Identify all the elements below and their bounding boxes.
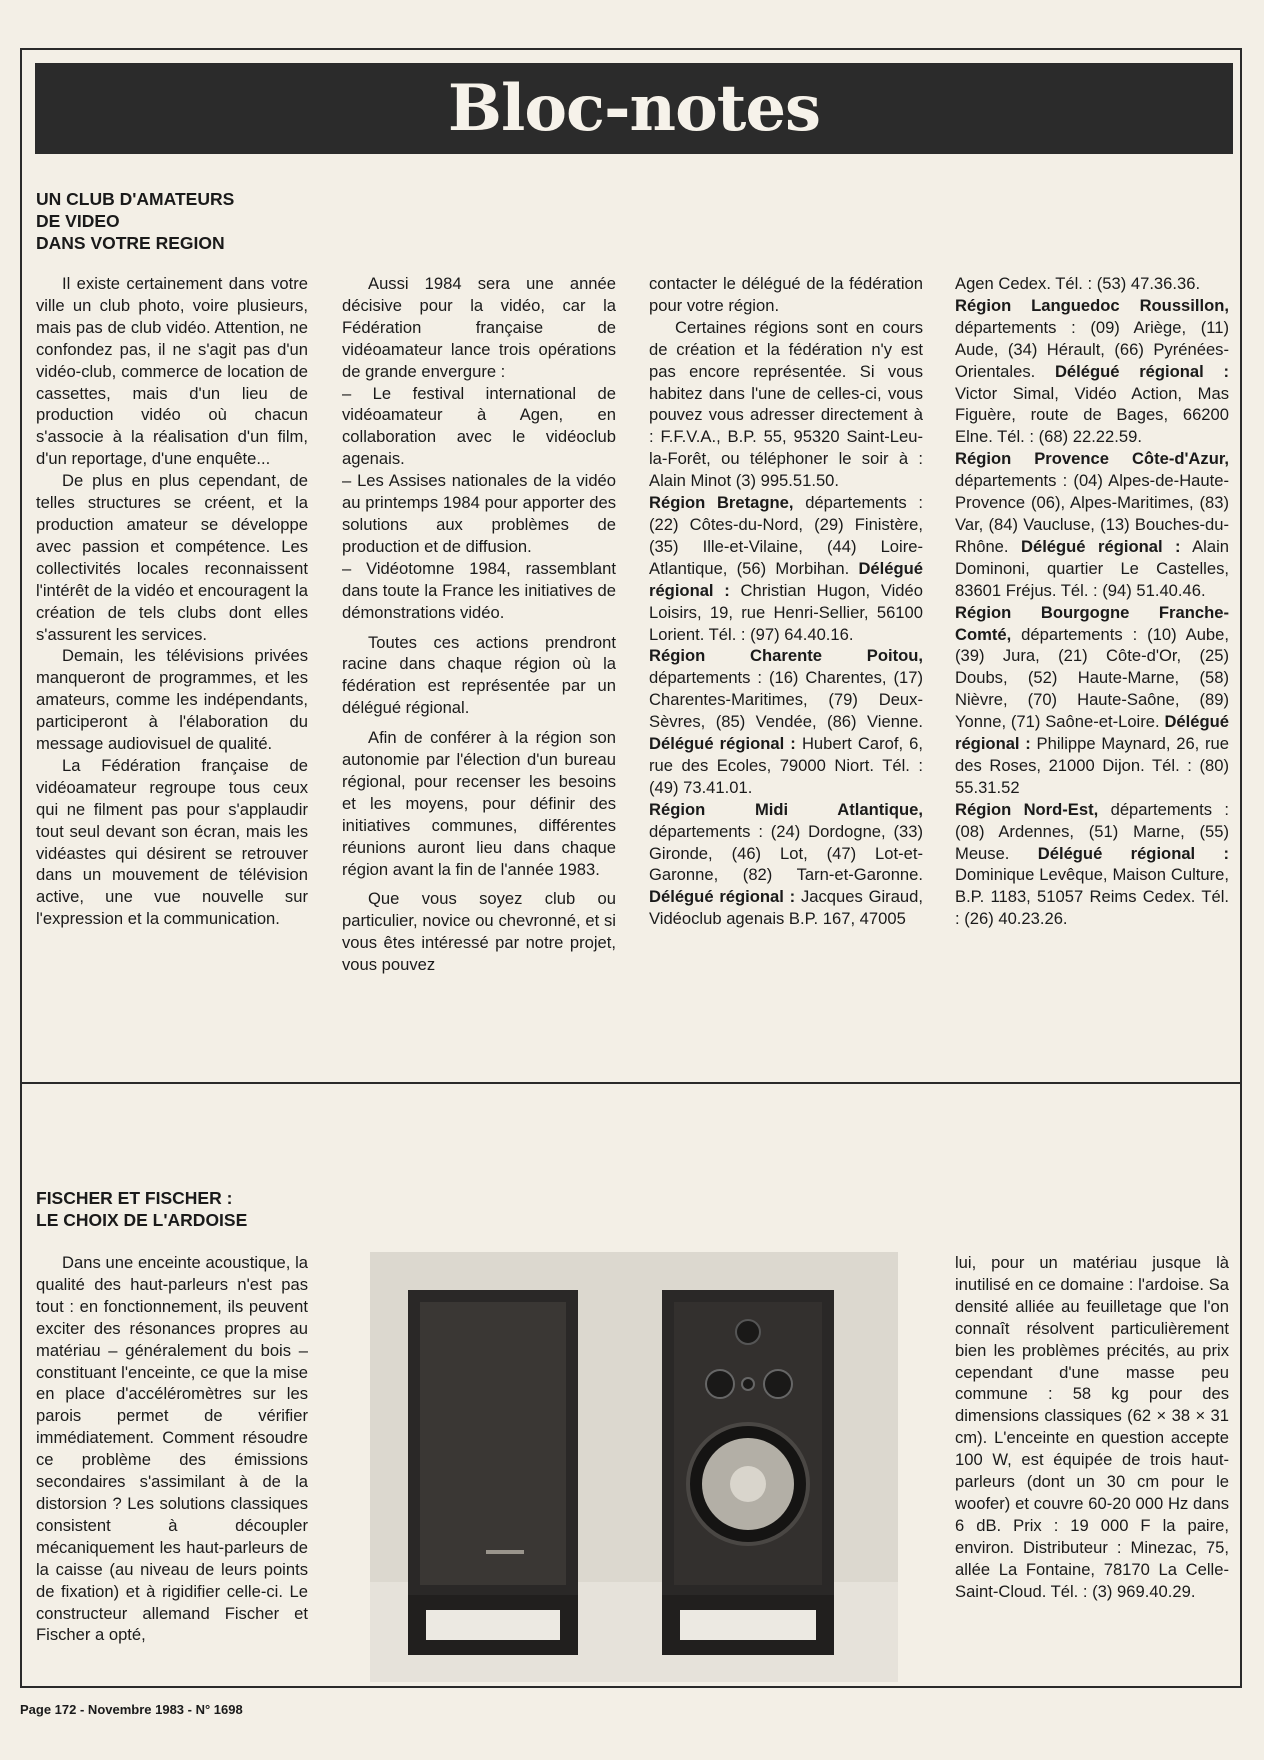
speakers-illustration — [370, 1252, 898, 1682]
speaker-right — [662, 1290, 834, 1655]
article1-column-4: Agen Cedex. Tél. : (53) 47.36.36. Région Languedoc Roussillon, départements : (09) Ariège, (11) Aude, (34) Hérault, (66) Pyrénées-Orientales. Délégué régional : Victor Simal, Vidéo Action, Mas Figuère, route de Bages, 66200 Elne. Tél. : (68) 22.22.59. Région Provence Côte-d'Azur, départements : (04) Alpes-de-Haute-Provence (06), Alpes-Maritimes, (83) Var, (84) Vaucluse, (13) Bouches-du-Rhône. Délégué régional : Alain Dominoni, quartier Le Castelles, 83601 Fréjus. Tél. : (94) 51.40.46. Région Bourgogne Franche-Comté, départements : (10) Aube, (39) Jura, (21) Côte-d'Or, (25) Doubs, (52) Haute-Marne, (58) Nièvre, (70) Haute-Saône, (89) Yonne, (71) Saône-et-Loire. Délégué régional : Philippe Maynard, 26, rue des Roses, 21000 Dijon. Tél. : (80) 55.31.52 Région Nord-Est, départements : (08) Ardennes, (51) Marne, (55) Meuse. Délégué régional : Dominique Levêque, Maison Culture, B.P. 1183, 51057 Reims Cedex. Tél. : (26) 40.23.26. — [955, 274, 1230, 929]
region-entry: Région Midi Atlantique, départements : (24) Dordogne, (33) Gironde, (46) Lot, (47) Lot-et-Garonne, (82) Tarn-et-Garonne. Délégué régional : Jacques Giraud, Vidéoclub agenais B.P. 167, 47005 — [649, 799, 923, 929]
section-banner — [35, 63, 1233, 154]
region-entry: Région Languedoc Roussillon, départements : (09) Ariège, (11) Aude, (34) Hérault, (66) Pyrénées-Orientales. Délégué régional : Victor Simal, Vidéo Action, Mas Figuère, route de Bages, 66200 Elne. Tél. : (68) 22.22.59. — [955, 295, 1229, 447]
region-entry: Région Bretagne, départements : (22) Côtes-du-Nord, (29) Finistère, (35) Ille-et-Vilaine, (44) Loire-Atlantique, (56) Morbihan. Délégué régional : Christian Hugon, Vidéo Loisirs, 19, rue Henri-Sellier, 56100 Lorient. Tél. : (97) 64.40.16. — [649, 493, 923, 644]
article2-column-1: Dans une enceinte acoustique, la qualité des haut-parleurs n'est pas tout : en fonctionnement, ils peuvent exciter des résonances propres au matériau – généralement du bois – constituant l'enceinte, ce que la mise en place d'accéléromètres sur les parois permet de vérifier immédiatement. Comment résoudre ce problème des émissions secondaires s'assimilant à de la distorsion ? Les solutions classiques consistent à découpler mécaniquement les haut-parleurs de la caisse (au niveau de leurs points de fixation) et à rigidifier celle-ci. Le constructeur allemand Fischer et Fischer a opté, — [36, 1253, 308, 1645]
section-divider — [20, 1082, 1242, 1084]
speakers-photo — [370, 1252, 898, 1682]
article1-column-2: Aussi 1984 sera une année décisive pour la vidéo, car la Fédération française de vidéoamateur lance trois opérations de grande envergure : – Le festival international de vidéoamateur à Agen, en collaboration avec le vidéoclub agenais. – Les Assises nationales de la vidéo au printemps 1984 pour apporter des solutions aux problèmes de production et de diffusion. – Vidéotomne 1984, rassemblant dans toute la France les initiatives de démonstrations vidéo. Toutes ces actions prendront racine dans chaque région où la fédération est représentée par un délégué régional. Afin de conférer à la région son autonomie par l'élection d'un bureau régional, pour recenser les besoins et les moyens, pour définir des initiatives communes, différentes réunions auront lieu dans chaque région avant la fin de l'année 1983. Que vous soyez club ou particulier, novice ou chevronné, et si vous êtes intéressé par notre projet, vous pouvez — [342, 274, 616, 975]
article2-column-2: lui, pour un matériau jusque là inutilisé en ce domaine : l'ardoise. Sa densité alliée au feuilletage que l'on connaît résolvent particulièrement bien les problèmes précités, au prix cependant d'une masse peu commune : 58 kg pour des dimensions classiques (62 × 38 × 31 cm). L'enceinte en question accepte 100 W, est équipée de trois haut-parleurs (dont un 30 cm pour le woofer) et couvre 60-20 000 Hz dans 6 dB. Prix : 19 000 F la paire, environ. Distributeur : Minezac, 75, allée La Fontaine, 78170 La Celle-Saint-Cloud. Tél. : (3) 969.40.29. — [955, 1253, 1229, 1601]
region-entry: Région Bourgogne Franche-Comté, départements : (10) Aube, (39) Jura, (21) Côte-d'Or, (25) Doubs, (52) Haute-Marne, (58) Nièvre, (70) Haute-Saône, (89) Yonne, (71) Saône-et-Loire. Délégué régional : Philippe Maynard, 26, rue des Roses, 21000 Dijon. Tél. : (80) 55.31.52 — [955, 602, 1229, 797]
speaker-left — [408, 1290, 578, 1655]
page-footer: Page 172 - Novembre 1983 - N° 1698 — [20, 1702, 243, 1717]
article1-column-3: contacter le délégué de la fédération pour votre région. Certaines régions sont en cours de création et la fédération n'y est pas encore représentée. Si vous habitez dans l'une de celles-ci, vous pouvez vous adresser directement à : F.F.V.A., B.P. 55, 95320 Saint-Leu-la-Forêt, ou téléphoner le soir à : Alain Minot (3) 995.51.50. Région Bretagne, départements : (22) Côtes-du-Nord, (29) Finistère, (35) Ille-et-Vilaine, (44) Loire-Atlantique, (56) Morbihan. Délégué régional : Christian Hugon, Vidéo Loisirs, 19, rue Henri-Sellier, 56100 Lorient. Tél. : (97) 64.40.16. Région Charente Poitou, départements : (16) Charentes, (17) Charentes-Maritimes, (79) Deux-Sèvres, (85) Vendée, (86) Vienne. Délégué régional : Hubert Carof, 6, rue des Ecoles, 79000 Niort. Tél. : (49) 73.41.01. Région Midi Atlantique, départements : (24) Dordogne, (33) Gironde, (46) Lot, (47) Lot-et-Garonne, (82) Tarn-et-Garonne. Délégué régional : Jacques Giraud, Vidéoclub agenais B.P. 167, 47005 — [649, 274, 923, 929]
banner-title: Bloc-notes — [447, 71, 821, 146]
region-entry: Région Provence Côte-d'Azur, départements : (04) Alpes-de-Haute-Provence (06), Alpes-Maritimes, (83) Var, (84) Vaucluse, (13) Bouches-du-Rhône. Délégué régional : Alain Dominoni, quartier Le Castelles, 83601 Fréjus. Tél. : (94) 51.40.46. — [955, 449, 1229, 600]
article2-heading: FISCHER ET FISCHER : LE CHOIX DE L'ARDOISE — [36, 1188, 248, 1230]
article1-column-1: Il existe certainement dans votre ville un club photo, voire plusieurs, mais pas de club vidéo. Attention, ne confondez pas, il ne s'agit pas d'un vidéo-club, commerce de location de cassettes, mais d'un lieu de production vidéo où chacun s'associe à la réalisation d'un film, d'un reportage, d'une enquête... De plus en plus cependant, de telles structures se créent, et la production amateur se développe avec passion et compétence. Les collectivités locales reconnaissent l'intérêt de la vidéo et encouragent la création de tels clubs dont elles s'assurent les services. Demain, les télévisions privées manqueront de programmes, et les amateurs, comme les indépendants, participeront à l'élaboration du message audiovisuel de qualité. La Fédération française de vidéoamateur regroupe tous ceux qui ne filment pas pour s'applaudir tout seul devant son écran, mais les vidéastes qui désirent se retrouver dans un mouvement de télévision active, une vue nouvelle sur l'expression et la communication. — [36, 274, 308, 929]
region-entry: Région Charente Poitou, départements : (16) Charentes, (17) Charentes-Maritimes, (79) Deux-Sèvres, (85) Vendée, (86) Vienne. Délégué régional : Hubert Carof, 6, rue des Ecoles, 79000 Niort. Tél. : (49) 73.41.01. — [649, 646, 923, 797]
article1-heading: UN CLUB D'AMATEURS DE VIDEO DANS VOTRE REGION — [36, 189, 235, 253]
region-entry: Région Nord-Est, départements : (08) Ardennes, (51) Marne, (55) Meuse. Délégué régional : Dominique Levêque, Maison Culture, B.P. 1183, 51057 Reims Cedex. Tél. : (26) 40.23.26. — [955, 799, 1230, 929]
